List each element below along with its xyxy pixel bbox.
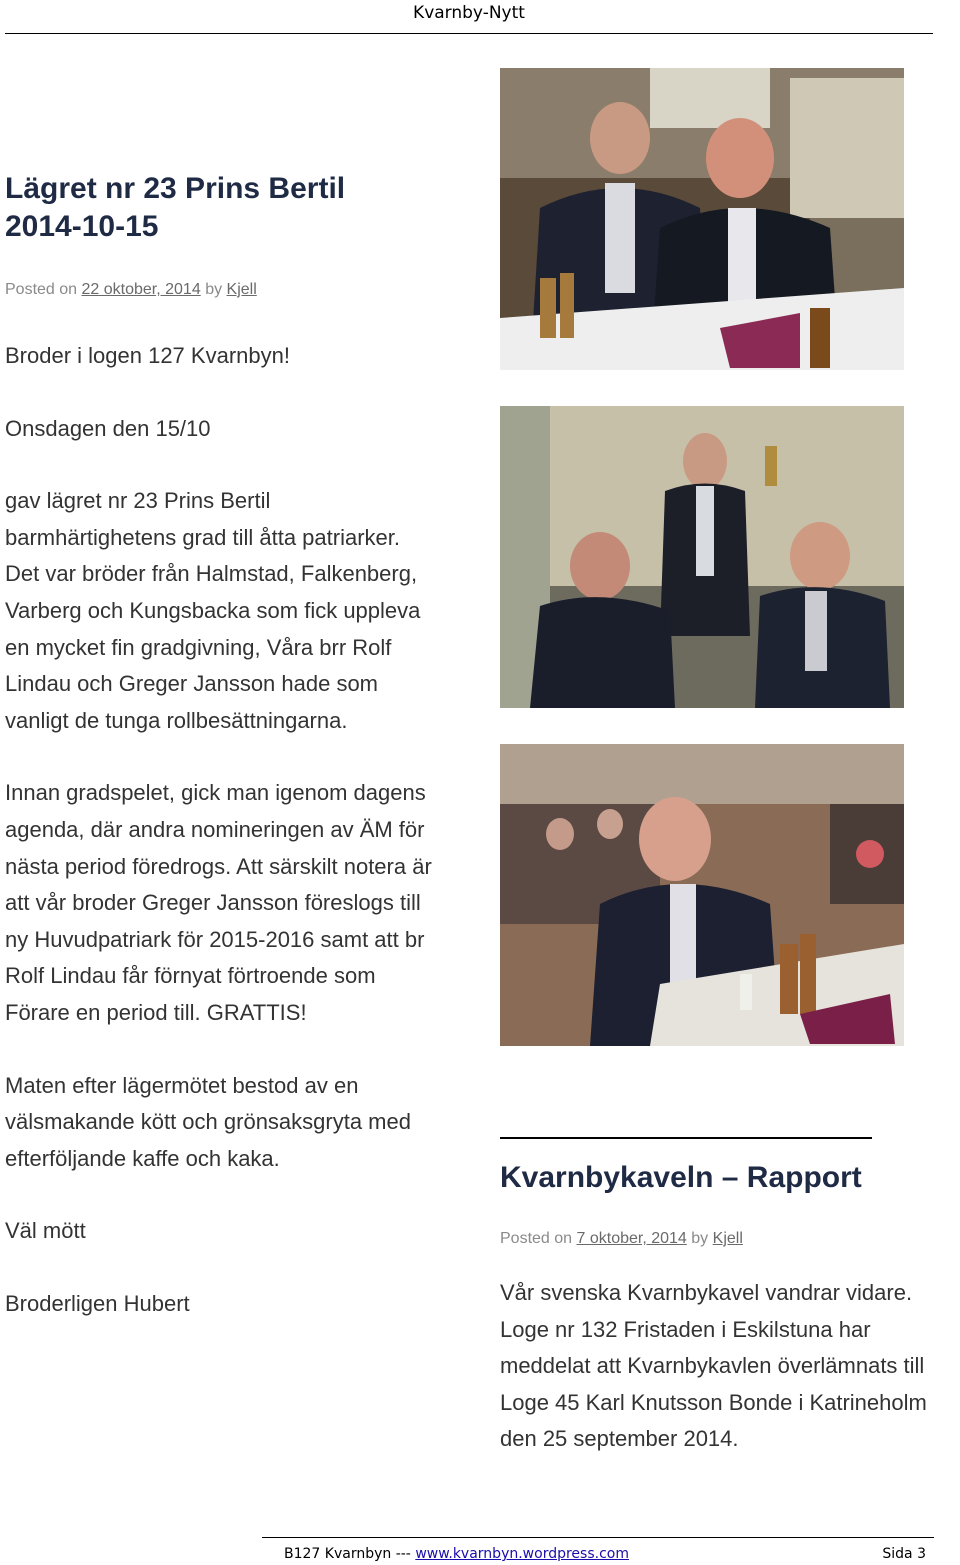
farewell-paragraph: Väl mött <box>5 1218 86 1244</box>
photo-man-dining-hall <box>500 744 904 1046</box>
author-link[interactable]: Kjell <box>712 1230 743 1247</box>
by-label: by <box>205 281 223 298</box>
section-divider <box>500 1137 872 1139</box>
footer-url-link[interactable]: www.kvarnbyn.wordpress.com <box>415 1546 629 1562</box>
post-meta <box>5 280 475 300</box>
newsletter-title: Kvarnby-Nytt <box>413 3 525 23</box>
post-date-link[interactable]: 22 oktober, 2014 <box>81 281 201 298</box>
by-label: by <box>691 1230 709 1247</box>
posted-on-label: Posted on <box>5 281 78 298</box>
photo-three-men-seated <box>500 406 904 708</box>
post-meta <box>500 1229 940 1249</box>
post-lagret <box>5 170 475 1322</box>
posted-on-label: Posted on <box>500 1230 573 1247</box>
food-paragraph: Maten efter lägermötet bestod av en välsmakande kött och grönsaksgryta med efterföljande kaffe och kaka. <box>5 1072 411 1171</box>
page-number: Sida 3 <box>882 1546 926 1562</box>
footer-source <box>284 1546 629 1562</box>
agenda-paragraph: Innan gradspelet, gick man igenom dagens agenda, där andra nomineringen av ÄM för nästa period föredrogs. Att särskilt notera är att vår broder Greger Jansson föreslogs till ny Huvudpatriark för 2015-2016 samt att br Rolf Lindau får förnyat förtroende som Förare en period till. GRATTIS! <box>5 780 432 1025</box>
footer-lodge: B127 Kvarnbyn --- <box>284 1546 411 1562</box>
post-title: Kvarnbykaveln – Rapport <box>500 1161 862 1194</box>
post-date-link[interactable]: 7 oktober, 2014 <box>576 1230 687 1247</box>
author-link[interactable]: Kjell <box>226 281 257 298</box>
photo-two-men-at-table <box>500 68 904 370</box>
ceremony-paragraph: gav lägret nr 23 Prins Bertil barmhärtighetens grad till åtta patriarker. Det var bröder från Halmstad, Falkenberg, Varberg och Kungsbacka som fick uppleva en mycket fin gradgivning, Våra brr Rolf Lindau och Greger Jansson hade som vanligt de tunga rollbesättningarna. <box>5 488 421 733</box>
right-column <box>500 68 940 1458</box>
greeting-paragraph: Broder i logen 127 Kvarnbyn! <box>5 343 290 368</box>
post-body <box>5 338 475 1322</box>
post-title: Lägret nr 23 Prins Bertil 2014-10-15 <box>5 172 346 243</box>
page-footer <box>262 1537 934 1562</box>
date-paragraph: Onsdagen den 15/10 <box>5 415 211 441</box>
page-header <box>5 0 933 34</box>
signature-paragraph: Broderligen Hubert <box>5 1290 190 1316</box>
post-body: Vår svenska Kvarnbykavel vandrar vidare. Loge nr 132 Fristaden i Eskilstuna har meddelat att Kvarnbykavlen överlämnats till Loge 45 Karl Knutsson Bonde i Katrineholm den 25 september 2014. <box>500 1280 927 1452</box>
